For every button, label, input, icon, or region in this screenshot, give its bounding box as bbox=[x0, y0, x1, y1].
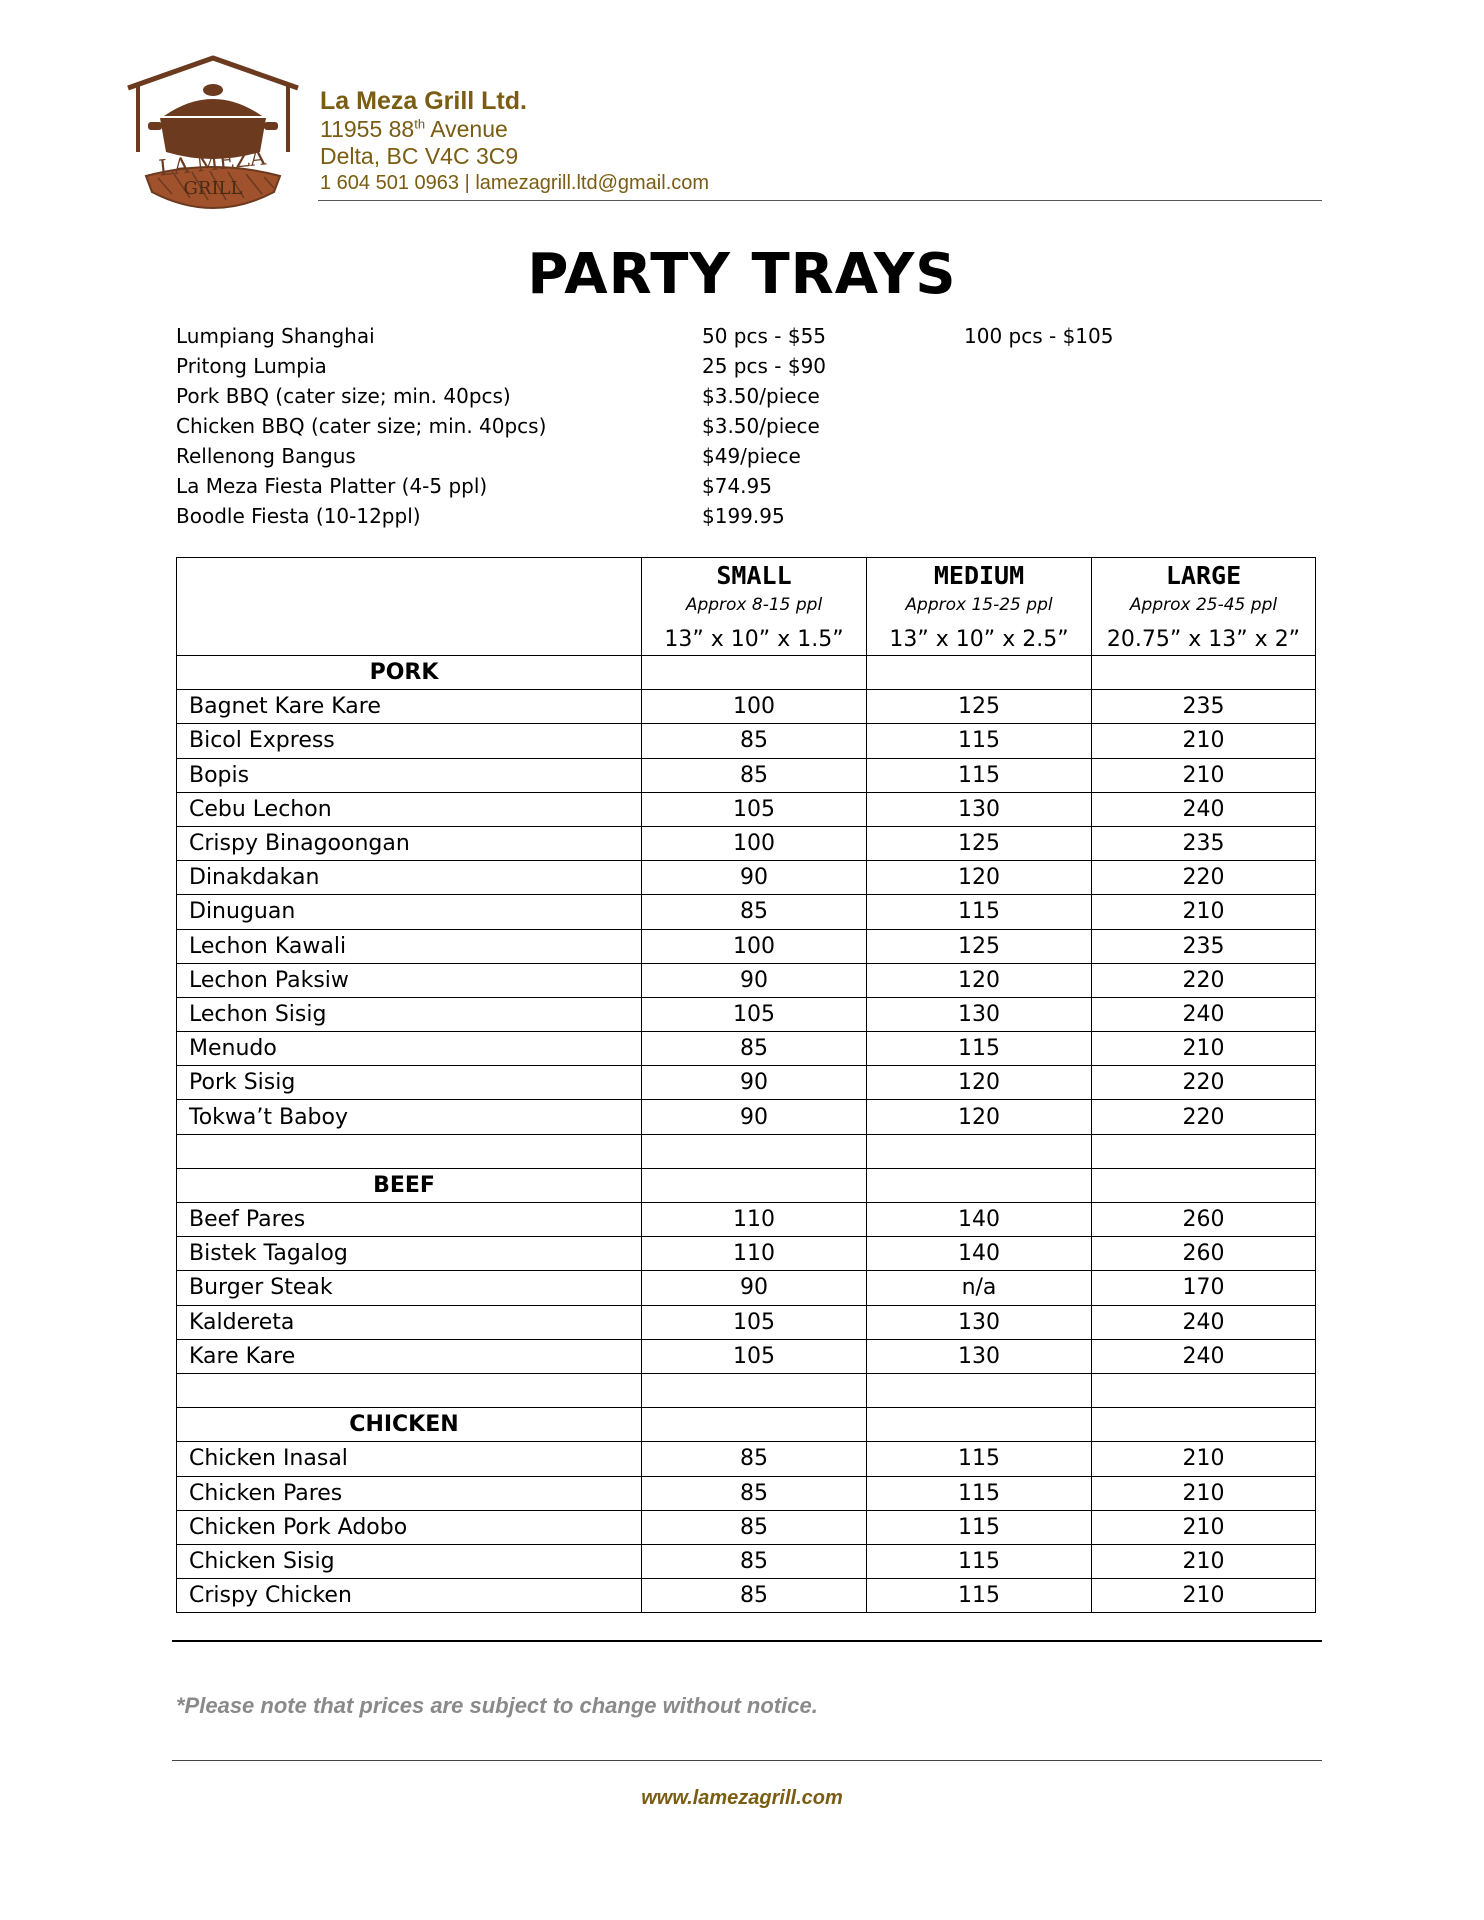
website-link[interactable]: www.lamezagrill.com bbox=[641, 1787, 843, 1809]
price-large: 210 bbox=[1092, 1476, 1316, 1510]
dish-name: Lechon Paksiw bbox=[177, 963, 642, 997]
price-small: 100 bbox=[642, 690, 867, 724]
table-row bbox=[177, 1271, 1316, 1305]
table-row bbox=[177, 1339, 1316, 1373]
price-small: 85 bbox=[642, 1544, 867, 1578]
empty-cell bbox=[1092, 1408, 1316, 1442]
empty-cell bbox=[1092, 1168, 1316, 1202]
price-medium: 115 bbox=[867, 1032, 1092, 1066]
price-medium: 120 bbox=[867, 861, 1092, 895]
quick-item-price-alt: 100 pcs - $105 bbox=[964, 324, 1114, 348]
empty-cell bbox=[642, 1373, 867, 1407]
size-name: MEDIUM bbox=[933, 561, 1025, 590]
price-large: 220 bbox=[1092, 1100, 1316, 1134]
price-large: 240 bbox=[1092, 1339, 1316, 1373]
price-medium: n/a bbox=[867, 1271, 1092, 1305]
price-small: 90 bbox=[642, 963, 867, 997]
price-medium: 120 bbox=[867, 963, 1092, 997]
company-city: Delta, BC V4C 3C9 bbox=[320, 143, 519, 169]
price-large: 260 bbox=[1092, 1237, 1316, 1271]
empty-cell bbox=[1092, 656, 1316, 690]
table-row bbox=[177, 1032, 1316, 1066]
price-small: 105 bbox=[642, 792, 867, 826]
quick-item-price: $3.50/piece bbox=[702, 384, 820, 408]
dish-name: Bicol Express bbox=[177, 724, 642, 758]
quick-item-row bbox=[176, 474, 1176, 504]
table-row bbox=[177, 1305, 1316, 1339]
price-large: 210 bbox=[1092, 1510, 1316, 1544]
table-row bbox=[177, 1544, 1316, 1578]
table-row bbox=[177, 690, 1316, 724]
quick-item-price: $3.50/piece bbox=[702, 414, 820, 438]
category-row bbox=[177, 656, 1316, 690]
price-large: 260 bbox=[1092, 1203, 1316, 1237]
price-small: 90 bbox=[642, 861, 867, 895]
size-header-small bbox=[642, 558, 867, 656]
empty-cell bbox=[642, 1134, 867, 1168]
price-small: 105 bbox=[642, 1339, 867, 1373]
table-row bbox=[177, 997, 1316, 1031]
price-medium: 140 bbox=[867, 1203, 1092, 1237]
category-label: CHICKEN bbox=[177, 1408, 642, 1442]
quick-item-row bbox=[176, 354, 1176, 384]
dish-name: Crispy Chicken bbox=[177, 1579, 642, 1613]
table-row bbox=[177, 724, 1316, 758]
price-medium: 125 bbox=[867, 690, 1092, 724]
price-change-note: *Please note that prices are subject to change without notice. bbox=[176, 1693, 818, 1718]
dish-name: Chicken Sisig bbox=[177, 1544, 642, 1578]
empty-cell bbox=[867, 1168, 1092, 1202]
table-row bbox=[177, 1442, 1316, 1476]
price-medium: 120 bbox=[867, 1100, 1092, 1134]
price-small: 110 bbox=[642, 1237, 867, 1271]
price-large: 210 bbox=[1092, 895, 1316, 929]
price-large: 240 bbox=[1092, 1305, 1316, 1339]
quick-item-price: $199.95 bbox=[702, 504, 785, 528]
table-row bbox=[177, 963, 1316, 997]
page-title: PARTY TRAYS bbox=[527, 242, 957, 307]
table-row bbox=[177, 929, 1316, 963]
dish-name: Beef Pares bbox=[177, 1203, 642, 1237]
price-large: 220 bbox=[1092, 1066, 1316, 1100]
spacer-row bbox=[177, 1134, 1316, 1168]
table-row bbox=[177, 1203, 1316, 1237]
empty-cell bbox=[1092, 1373, 1316, 1407]
price-small: 85 bbox=[642, 1476, 867, 1510]
size-people: Approx 15-25 ppl bbox=[905, 595, 1053, 615]
quick-item-name: Pork BBQ (cater size; min. 40pcs) bbox=[176, 384, 511, 408]
quick-item-row bbox=[176, 414, 1176, 444]
party-trays-price-table bbox=[176, 557, 1316, 1613]
price-small: 85 bbox=[642, 1579, 867, 1613]
price-small: 100 bbox=[642, 826, 867, 860]
price-small: 110 bbox=[642, 1203, 867, 1237]
size-header-large bbox=[1092, 558, 1316, 656]
quick-item-row bbox=[176, 324, 1176, 354]
price-small: 85 bbox=[642, 895, 867, 929]
price-small: 85 bbox=[642, 758, 867, 792]
table-row bbox=[177, 758, 1316, 792]
svg-text:LA MEZA: LA MEZA bbox=[157, 145, 267, 182]
price-large: 210 bbox=[1092, 1442, 1316, 1476]
size-dimensions: 13” x 10” x 1.5” bbox=[664, 627, 844, 652]
company-info bbox=[320, 86, 709, 197]
price-medium: 130 bbox=[867, 1339, 1092, 1373]
price-medium: 115 bbox=[867, 895, 1092, 929]
price-medium: 115 bbox=[867, 1544, 1092, 1578]
quick-item-price: 25 pcs - $90 bbox=[702, 354, 827, 378]
price-medium: 120 bbox=[867, 1066, 1092, 1100]
dish-name: Crispy Binagoongan bbox=[177, 826, 642, 860]
company-contact: 1 604 501 0963 | lamezagrill.ltd@gmail.com bbox=[320, 172, 710, 194]
price-large: 210 bbox=[1092, 1579, 1316, 1613]
quick-item-name: Chicken BBQ (cater size; min. 40pcs) bbox=[176, 414, 547, 438]
price-medium: 130 bbox=[867, 997, 1092, 1031]
table-row bbox=[177, 1100, 1316, 1134]
dish-name: Bagnet Kare Kare bbox=[177, 690, 642, 724]
price-small: 85 bbox=[642, 1442, 867, 1476]
size-name: LARGE bbox=[1165, 561, 1242, 590]
dish-name: Dinakdakan bbox=[177, 861, 642, 895]
price-large: 235 bbox=[1092, 929, 1316, 963]
footer-divider-bottom bbox=[172, 1760, 1322, 1761]
empty-cell bbox=[867, 1373, 1092, 1407]
category-label: PORK bbox=[177, 656, 642, 690]
dish-name: Chicken Inasal bbox=[177, 1442, 642, 1476]
quick-item-name: Boodle Fiesta (10-12ppl) bbox=[176, 504, 421, 528]
price-small: 100 bbox=[642, 929, 867, 963]
price-medium: 115 bbox=[867, 1442, 1092, 1476]
price-small: 90 bbox=[642, 1066, 867, 1100]
price-medium: 115 bbox=[867, 758, 1092, 792]
dish-name: Lechon Kawali bbox=[177, 929, 642, 963]
empty-cell bbox=[642, 1168, 867, 1202]
table-row bbox=[177, 792, 1316, 826]
dish-name: Kaldereta bbox=[177, 1305, 642, 1339]
price-medium: 115 bbox=[867, 1476, 1092, 1510]
empty-cell bbox=[867, 1134, 1092, 1168]
price-large: 220 bbox=[1092, 861, 1316, 895]
price-medium: 115 bbox=[867, 724, 1092, 758]
dish-name: Kare Kare bbox=[177, 1339, 642, 1373]
company-address: 11955 88th Avenue bbox=[320, 116, 508, 142]
dish-name: Bopis bbox=[177, 758, 642, 792]
empty-cell bbox=[867, 1408, 1092, 1442]
empty-cell bbox=[642, 1408, 867, 1442]
price-large: 235 bbox=[1092, 690, 1316, 724]
header-empty-cell bbox=[177, 558, 642, 656]
price-medium: 130 bbox=[867, 1305, 1092, 1339]
category-row bbox=[177, 1408, 1316, 1442]
price-large: 210 bbox=[1092, 1544, 1316, 1578]
price-large: 170 bbox=[1092, 1271, 1316, 1305]
quick-item-row bbox=[176, 504, 1176, 534]
price-large: 220 bbox=[1092, 963, 1316, 997]
price-large: 240 bbox=[1092, 792, 1316, 826]
dish-name: Bistek Tagalog bbox=[177, 1237, 642, 1271]
dish-name: Menudo bbox=[177, 1032, 642, 1066]
dish-name: Pork Sisig bbox=[177, 1066, 642, 1100]
price-large: 210 bbox=[1092, 758, 1316, 792]
empty-cell bbox=[867, 656, 1092, 690]
price-large: 240 bbox=[1092, 997, 1316, 1031]
price-small: 90 bbox=[642, 1271, 867, 1305]
size-header-medium bbox=[867, 558, 1092, 656]
category-row bbox=[177, 1168, 1316, 1202]
price-large: 210 bbox=[1092, 724, 1316, 758]
spacer-row bbox=[177, 1373, 1316, 1407]
quick-item-name: La Meza Fiesta Platter (4-5 ppl) bbox=[176, 474, 488, 498]
dish-name: Lechon Sisig bbox=[177, 997, 642, 1031]
price-small: 85 bbox=[642, 1510, 867, 1544]
quick-item-price: $74.95 bbox=[702, 474, 772, 498]
size-people: Approx 8-15 ppl bbox=[685, 595, 823, 615]
table-row bbox=[177, 895, 1316, 929]
price-medium: 115 bbox=[867, 1579, 1092, 1613]
table-row bbox=[177, 826, 1316, 860]
la-meza-grill-logo bbox=[124, 54, 302, 220]
dish-name: Dinuguan bbox=[177, 895, 642, 929]
quick-item-row bbox=[176, 444, 1176, 474]
dish-name: Chicken Pork Adobo bbox=[177, 1510, 642, 1544]
svg-text:GRILL: GRILL bbox=[183, 178, 243, 199]
price-small: 105 bbox=[642, 1305, 867, 1339]
empty-cell bbox=[1092, 1134, 1316, 1168]
table-row bbox=[177, 1066, 1316, 1100]
size-dimensions: 13” x 10” x 2.5” bbox=[889, 627, 1069, 652]
price-small: 85 bbox=[642, 724, 867, 758]
table-row bbox=[177, 1510, 1316, 1544]
footer-divider-top bbox=[172, 1640, 1322, 1642]
dish-name: Burger Steak bbox=[177, 1271, 642, 1305]
quick-item-price: 50 pcs - $55 bbox=[702, 324, 827, 348]
price-small: 105 bbox=[642, 997, 867, 1031]
table-header-row bbox=[177, 558, 1316, 656]
quick-item-name: Rellenong Bangus bbox=[176, 444, 356, 468]
header-divider bbox=[318, 200, 1322, 201]
size-people: Approx 25-45 ppl bbox=[1129, 595, 1278, 615]
price-medium: 130 bbox=[867, 792, 1092, 826]
table-row bbox=[177, 861, 1316, 895]
dish-name: Chicken Pares bbox=[177, 1476, 642, 1510]
price-medium: 140 bbox=[867, 1237, 1092, 1271]
price-large: 210 bbox=[1092, 1032, 1316, 1066]
quick-item-row bbox=[176, 384, 1176, 414]
quick-item-name: Pritong Lumpia bbox=[176, 354, 327, 378]
table-row bbox=[177, 1579, 1316, 1613]
size-name: SMALL bbox=[716, 561, 792, 590]
empty-cell bbox=[642, 656, 867, 690]
price-medium: 125 bbox=[867, 929, 1092, 963]
table-row bbox=[177, 1237, 1316, 1271]
price-medium: 125 bbox=[867, 826, 1092, 860]
size-dimensions: 20.75” x 13” x 2” bbox=[1106, 627, 1301, 652]
category-label: BEEF bbox=[177, 1168, 642, 1202]
price-large: 235 bbox=[1092, 826, 1316, 860]
price-small: 85 bbox=[642, 1032, 867, 1066]
price-small: 90 bbox=[642, 1100, 867, 1134]
empty-cell bbox=[177, 1134, 642, 1168]
company-name: La Meza Grill Ltd. bbox=[320, 87, 527, 115]
table-row bbox=[177, 1476, 1316, 1510]
quick-item-name: Lumpiang Shanghai bbox=[176, 324, 375, 348]
dish-name: Tokwa’t Baboy bbox=[177, 1100, 642, 1134]
dish-name: Cebu Lechon bbox=[177, 792, 642, 826]
quick-price-list bbox=[176, 324, 1176, 534]
quick-item-price: $49/piece bbox=[702, 444, 801, 468]
empty-cell bbox=[177, 1373, 642, 1407]
price-medium: 115 bbox=[867, 1510, 1092, 1544]
